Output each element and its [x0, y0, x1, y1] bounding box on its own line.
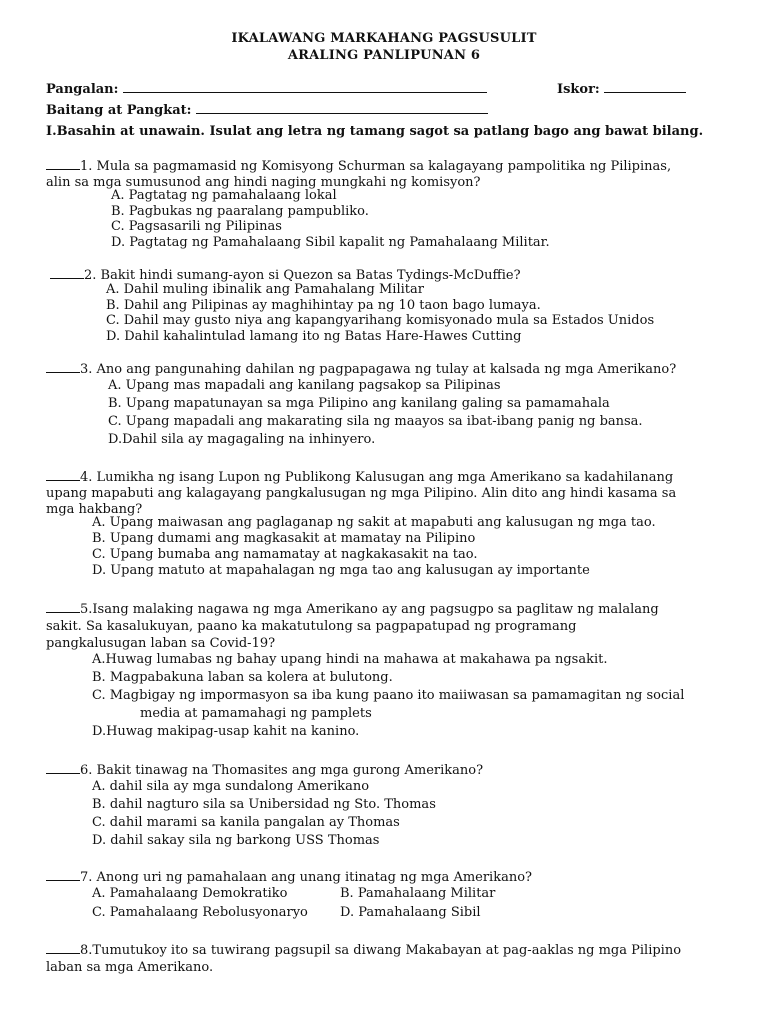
name-field — [46, 80, 487, 97]
option: B. Upang dumami ang magkasakit at mamatay na Pilipino — [92, 531, 476, 546]
option: B. Dahil ang Pilipinas ay maghihintay pa ng 10 taon bago lumaya. — [106, 298, 541, 313]
option: C. Magbigay ng impormasyon sa iba kung paano ito maiiwasan sa pamamagitan ng social — [92, 688, 685, 703]
answer-blank[interactable] — [46, 600, 80, 613]
answer-blank[interactable] — [46, 941, 80, 954]
answer-blank[interactable] — [46, 157, 80, 170]
answer-blank[interactable] — [46, 360, 80, 373]
option: D. Pagtatag ng Pamahalaang Sibil kapalit ng Pamahalaang Militar. — [111, 235, 550, 250]
question-text: 6. Bakit tinawag na Thomasites ang mga gurong Amerikano? — [80, 763, 484, 778]
question-text: 5.Isang malaking nagawa ng mga Amerikano ay ang pagsugpo sa paglitaw ng malalang — [80, 602, 659, 617]
score-label: Iskor: — [557, 82, 600, 97]
option: A. Upang maiwasan ang paglaganap ng sakit at mapabuti ang kalusugan ng mga tao. — [92, 515, 656, 530]
question-text: 8.Tumutukoy ito sa tuwirang pagsupil sa diwang Makabayan at pag-aaklas ng mga Pilipino — [80, 943, 682, 958]
answer-blank[interactable] — [46, 468, 80, 481]
question-text: 7. Anong uri ng pamahalaan ang unang itinatag ng mga Amerikano? — [80, 870, 533, 885]
question-text: alin sa mga sumusunod ang hindi naging mungkahi ng komisyon? — [46, 175, 481, 190]
option: A.Huwag lumabas ng bahay upang hindi na mahawa at makahawa pa ngsakit. — [92, 652, 608, 667]
grade-label: Baitang at Pangkat: — [46, 103, 192, 118]
question-text: upang mapabuti ang kalagayang pangkalusugan ng mga Pilipino. Alin dito ang hindi kasama sa — [46, 486, 677, 501]
name-label: Pangalan: — [46, 82, 119, 97]
exam-subject: ARALING PANLIPUNAN 6 — [287, 48, 481, 63]
option: A. dahil sila ay mga sundalong Amerikano — [92, 779, 370, 794]
option: B. Magpabakuna laban sa kolera at bulutong. — [92, 670, 393, 685]
question-text: laban sa mga Amerikano. — [46, 960, 214, 975]
question-text: sakit. Sa kasalukuyan, paano ka makatutulong sa pagpapatupad ng programang — [46, 619, 577, 634]
question-1 — [46, 157, 671, 191]
answer-blank[interactable] — [46, 868, 80, 881]
name-blank[interactable] — [123, 80, 487, 93]
option: D. dahil sakay sila ng barkong USS Thomas — [92, 833, 380, 848]
instructions: I.Basahin at unawain. Isulat ang letra ng tamang sagot sa patlang bago ang bawat bilang. — [46, 124, 704, 139]
exam-title: IKALAWANG MARKAHANG PAGSUSULIT — [231, 31, 537, 46]
grade-blank[interactable] — [196, 101, 488, 114]
option: C. dahil marami sa kanila pangalan ay Thomas — [92, 815, 400, 830]
option: A. Upang mas mapadali ang kanilang pagsakop sa Pilipinas — [108, 378, 501, 393]
option: media at pamamahagi ng pamplets — [140, 706, 372, 721]
question-7 — [46, 868, 532, 886]
answer-blank[interactable] — [50, 266, 84, 279]
question-text: 2. Bakit hindi sumang-ayon si Quezon sa Batas Tydings-McDuffie? — [84, 268, 521, 283]
option: A. Pamahalaang Demokratiko — [92, 886, 288, 901]
option: B. dahil nagturo sila sa Unibersidad ng Sto. Thomas — [92, 797, 436, 812]
question-4 — [46, 468, 676, 518]
question-text: pangkalusugan laban sa Covid-19? — [46, 636, 276, 651]
option: A. Pagtatag ng pamahalaang lokal — [111, 188, 337, 203]
option: C. Dahil may gusto niya ang kapangyarihang komisyonado mula sa Estados Unidos — [106, 313, 655, 328]
option: D. Dahil kahalintulad lamang ito ng Batas Hare-Hawes Cutting — [106, 329, 522, 344]
option: A. Dahil muling ibinalik ang Pamahalang Militar — [106, 282, 424, 297]
option: D.Huwag makipag-usap kahit na kanino. — [92, 724, 360, 739]
option: B. Pagbukas ng paaralang pampubliko. — [111, 204, 369, 219]
question-text: mga hakbang? — [46, 502, 143, 517]
question-3 — [46, 360, 676, 378]
option: C. Pamahalaang Rebolusyonaryo — [92, 905, 308, 920]
answer-blank[interactable] — [46, 761, 80, 774]
option: D. Upang matuto at mapahalagan ng mga tao ang kalusugan ay importante — [92, 563, 590, 578]
question-text: 3. Ano ang pangunahing dahilan ng pagpapagawa ng tulay at kalsada ng mga Amerikano? — [80, 362, 677, 377]
option: C. Upang mapadali ang makarating sila ng maayos sa ibat-ibang panig ng bansa. — [108, 414, 643, 429]
option: C. Upang bumaba ang namamatay at nagkakasakit na tao. — [92, 547, 478, 562]
option: D.Dahil sila ay magagaling na inhinyero. — [108, 432, 376, 447]
option: B. Pamahalaang Militar — [340, 886, 496, 901]
option: D. Pamahalaang Sibil — [340, 905, 481, 920]
score-blank[interactable] — [604, 80, 686, 93]
question-text: 1. Mula sa pagmamasid ng Komisyong Schurman sa kalagayang pampolitika ng Pilipinas, — [80, 159, 672, 174]
question-text: 4. Lumikha ng isang Lupon ng Publikong Kalusugan ang mga Amerikano sa kadahilanang — [80, 470, 674, 485]
option: C. Pagsasarili ng Pilipinas — [111, 219, 282, 234]
question-8 — [46, 941, 681, 976]
option: B. Upang mapatunayan sa mga Pilipino ang kanilang galing sa pamamahala — [108, 396, 610, 411]
question-5 — [46, 600, 659, 652]
question-6 — [46, 761, 483, 779]
grade-field — [46, 101, 488, 118]
score-field — [557, 80, 686, 97]
